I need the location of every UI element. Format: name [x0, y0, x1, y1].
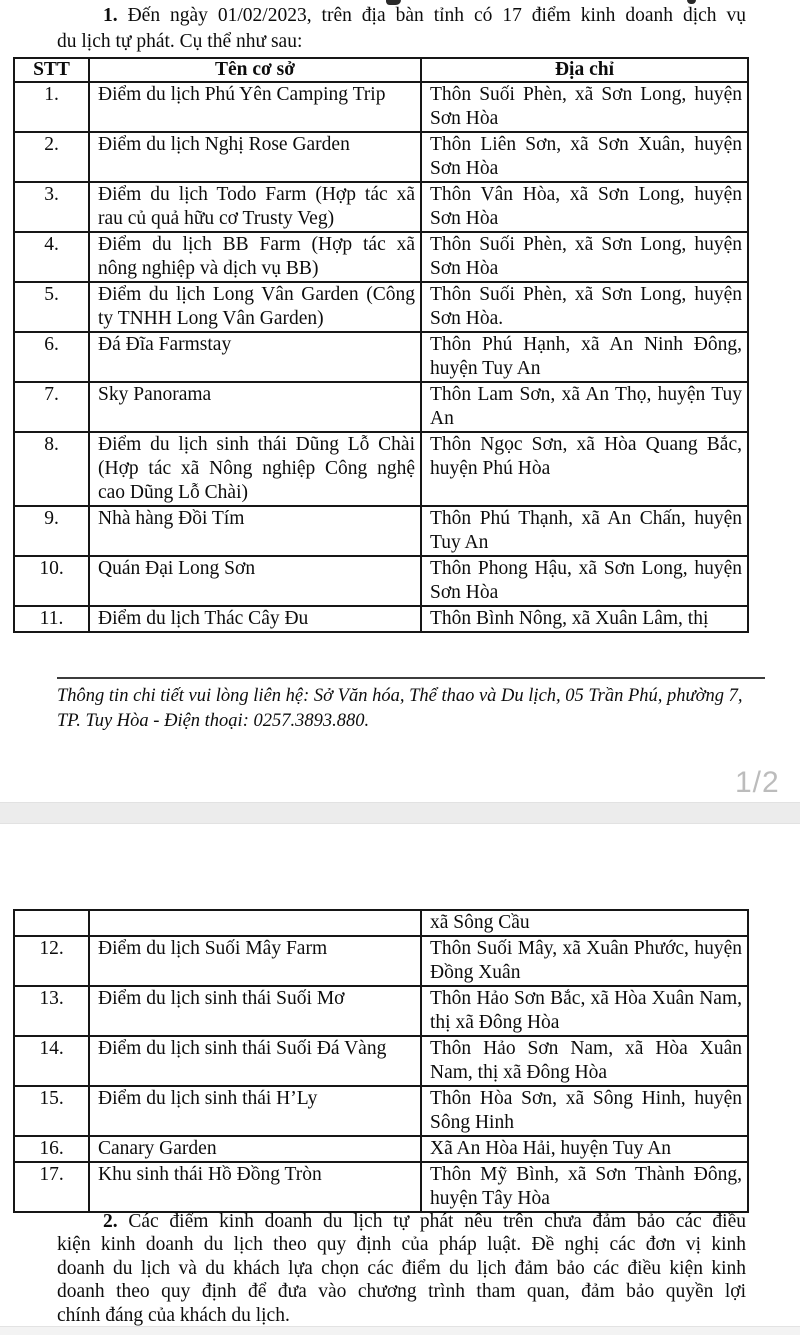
table-row-8	[14, 432, 748, 506]
page-separator-band	[0, 802, 800, 824]
table-row-10	[14, 556, 748, 606]
cell-address: Thôn Ngọc Sơn, xã Hòa Quang Bắc, huyện Phú Hòa	[421, 432, 748, 506]
closing-line: doanh du lịch và du khách lựa chọn các điểm du lịch đảm bảo các điều kiện kinh	[57, 1257, 746, 1279]
cell-address: Thôn Mỹ Bình, xã Sơn Thành Đông, huyện Tây Hòa	[421, 1162, 748, 1212]
cell-name: Điểm du lịch BB Farm (Hợp tác xã nông nghiệp và dịch vụ BB)	[89, 232, 421, 282]
table-row-15	[14, 1086, 748, 1136]
table-row-12	[14, 936, 748, 986]
cell-name: Điểm du lịch Long Vân Garden (Công ty TNHH Long Vân Garden)	[89, 282, 421, 332]
cell-name	[89, 910, 421, 936]
facilities-table-page1	[13, 57, 749, 633]
closing-line: doanh theo quy định để đưa vào chương trình tham quan, đảm bảo quyền lợi	[57, 1281, 746, 1303]
cell-address: Thôn Suối Phèn, xã Sơn Long, huyện Sơn Hòa.	[421, 282, 748, 332]
cell-address: Thôn Phú Thạnh, xã An Chấn, huyện Tuy An	[421, 506, 748, 556]
cell-stt: 16.	[14, 1136, 89, 1162]
facilities-table-page2	[13, 909, 749, 1213]
cell-name: Quán Đại Long Sơn	[89, 556, 421, 606]
footnote-separator-line	[57, 677, 765, 679]
footnote	[57, 684, 751, 733]
closing-line: chính đáng của khách du lịch.	[57, 1304, 290, 1326]
closing-number: 2.	[103, 1211, 118, 1232]
table-header-row	[14, 58, 748, 82]
cell-address: Thôn Hảo Sơn Bắc, xã Hòa Xuân Nam, thị xã Đông Hòa	[421, 986, 748, 1036]
cell-stt: 4.	[14, 232, 89, 282]
table-row-11	[14, 606, 748, 632]
cell-name: Khu sinh thái Hồ Đồng Tròn	[89, 1162, 421, 1212]
table-row-13	[14, 986, 748, 1036]
closing-text: Các điểm kinh doanh du lịch tự phát nêu trên chưa đảm bảo các điều	[128, 1211, 747, 1232]
table-row-3	[14, 182, 748, 232]
cell-name: Canary Garden	[89, 1136, 421, 1162]
cell-name: Điểm du lịch sinh thái H’Ly	[89, 1086, 421, 1136]
cell-stt: 8.	[14, 432, 89, 506]
table-row-4	[14, 232, 748, 282]
cell-stt	[14, 910, 89, 936]
intro-line	[57, 3, 746, 29]
cell-stt: 12.	[14, 936, 89, 986]
cell-name: Điểm du lịch sinh thái Suối Mơ	[89, 986, 421, 1036]
table-row-14	[14, 1036, 748, 1086]
cell-address: Thôn Hảo Sơn Nam, xã Hòa Xuân Nam, thị xã Đông Hòa	[421, 1036, 748, 1086]
cell-stt: 17.	[14, 1162, 89, 1212]
cell-stt: 2.	[14, 132, 89, 182]
cell-stt: 13.	[14, 986, 89, 1036]
intro-number: 1.	[103, 5, 118, 26]
table-row-16	[14, 1136, 748, 1162]
cell-name: Điểm du lịch Todo Farm (Hợp tác xã rau củ quả hữu cơ Trusty Veg)	[89, 182, 421, 232]
table-row-9	[14, 506, 748, 556]
cell-address: Thôn Suối Mây, xã Xuân Phước, huyện Đồng Xuân	[421, 936, 748, 986]
intro-text: Đến ngày 01/02/2023, trên địa bàn tỉnh có 17 điểm kinh doanh dịch vụ	[127, 5, 746, 26]
cell-address: Thôn Lam Sơn, xã An Thọ, huyện Tuy An	[421, 382, 748, 432]
intro-paragraph	[57, 3, 746, 54]
cell-stt: 11.	[14, 606, 89, 632]
cell-name: Điểm du lịch Thác Cây Đu	[89, 606, 421, 632]
cell-address: Thôn Liên Sơn, xã Sơn Xuân, huyện Sơn Hòa	[421, 132, 748, 182]
col-header-name: Tên cơ sở	[89, 58, 421, 82]
intro-line: du lịch tự phát. Cụ thể như sau:	[57, 30, 303, 52]
table-row-5	[14, 282, 748, 332]
cell-address: Thôn Phú Hạnh, xã An Ninh Đông, huyện Tuy An	[421, 332, 748, 382]
closing-line	[57, 1210, 746, 1233]
col-header-address: Địa chỉ	[421, 58, 748, 82]
cell-stt: 14.	[14, 1036, 89, 1086]
cell-stt: 9.	[14, 506, 89, 556]
cell-stt: 5.	[14, 282, 89, 332]
table-row-17	[14, 1162, 748, 1212]
cell-address: Thôn Suối Phèn, xã Sơn Long, huyện Sơn Hòa	[421, 232, 748, 282]
cell-stt: 3.	[14, 182, 89, 232]
cell-address: xã Sông Cầu	[421, 910, 748, 936]
cell-name: Điểm du lịch sinh thái Suối Đá Vàng	[89, 1036, 421, 1086]
page-indicator: 1/2	[735, 766, 780, 799]
cell-stt: 7.	[14, 382, 89, 432]
closing-paragraph	[57, 1210, 746, 1327]
cell-name: Điểm du lịch sinh thái Dũng Lỗ Chài (Hợp tác xã Nông nghiệp Công nghệ cao Dũng Lỗ Chài)	[89, 432, 421, 506]
table-row-11-continued	[14, 910, 748, 936]
cell-address: Xã An Hòa Hải, huyện Tuy An	[421, 1136, 748, 1162]
table-row-7	[14, 382, 748, 432]
cell-address: Thôn Phong Hậu, xã Sơn Long, huyện Sơn Hòa	[421, 556, 748, 606]
cell-address: Thôn Hòa Sơn, xã Sông Hinh, huyện Sông Hinh	[421, 1086, 748, 1136]
closing-line: kiện kinh doanh du lịch theo quy định của pháp luật. Đề nghị các đơn vị kinh	[57, 1234, 746, 1256]
cell-stt: 15.	[14, 1086, 89, 1136]
cell-address: Thôn Bình Nông, xã Xuân Lâm, thị	[421, 606, 748, 632]
footnote-line: TP. Tuy Hòa - Điện thoại: 0257.3893.880.	[57, 710, 370, 731]
table-row-6	[14, 332, 748, 382]
cell-address: Thôn Suối Phèn, xã Sơn Long, huyện Sơn Hòa	[421, 82, 748, 132]
cell-name: Điểm du lịch Nghị Rose Garden	[89, 132, 421, 182]
cell-name: Điểm du lịch Suối Mây Farm	[89, 936, 421, 986]
cell-name: Sky Panorama	[89, 382, 421, 432]
cell-stt: 10.	[14, 556, 89, 606]
cell-address: Thôn Vân Hòa, xã Sơn Long, huyện Sơn Hòa	[421, 182, 748, 232]
footnote-line: Thông tin chi tiết vui lòng liên hệ: Sở Văn hóa, Thể thao và Du lịch, 05 Trần Phú, phường 7,	[57, 686, 743, 706]
cell-name: Điểm du lịch Phú Yên Camping Trip	[89, 82, 421, 132]
table-row-1	[14, 82, 748, 132]
cell-name: Nhà hàng Đồi Tím	[89, 506, 421, 556]
col-header-stt: STT	[14, 58, 89, 82]
table-row-2	[14, 132, 748, 182]
cell-name: Đá Đĩa Farmstay	[89, 332, 421, 382]
cell-stt: 6.	[14, 332, 89, 382]
cell-stt: 1.	[14, 82, 89, 132]
